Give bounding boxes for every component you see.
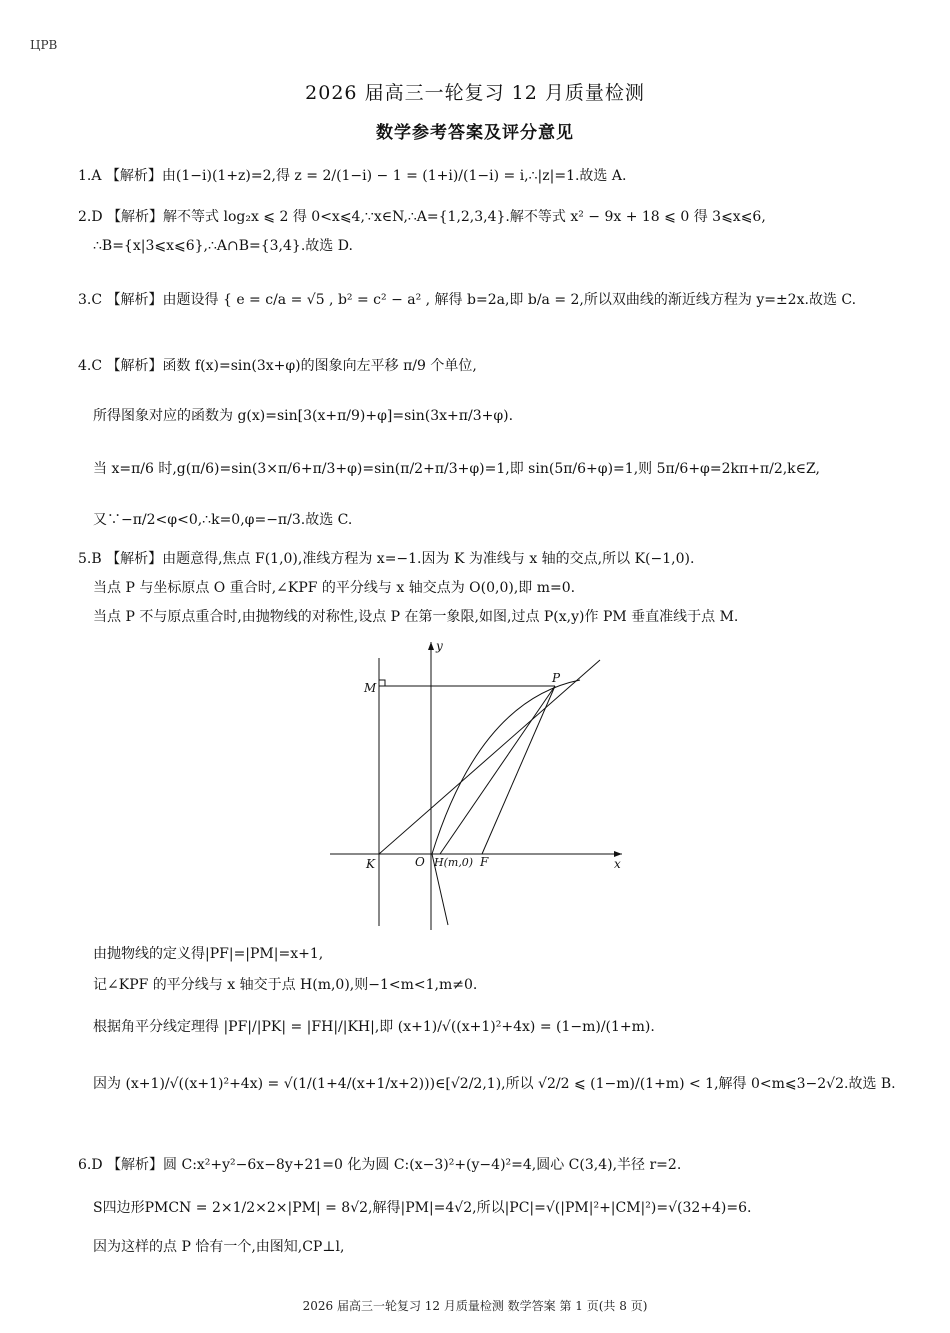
- right-angle-mark: [379, 680, 385, 686]
- label-k: K: [366, 857, 375, 871]
- answer-line-q6b: S四边形PMCN = 2×1/2×2×|PM| = 8√2,解得|PM|=4√2,所以|PC|=√(|PM|²+|CM|²)=√(32+4)=6.: [93, 1200, 752, 1216]
- answer-line-q4c: 当 x=π/6 时,g(π/6)=sin(3×π/6+π/3+φ)=sin(π/2+π/3+φ)=1,即 sin(5π/6+φ)=1,则 5π/6+φ=2kπ+π/2,k∈Z,: [93, 461, 820, 477]
- answer-line-q4a: 4.C 【解析】函数 f(x)=sin(3x+φ)的图象向左平移 π/9 个单位,: [78, 358, 477, 374]
- answer-line-q5d: 由抛物线的定义得|PF|=|PM|=x+1,: [93, 946, 324, 962]
- answer-line-q1: 1.A 【解析】由(1−i)(1+z)=2,得 z = 2/(1−i) − 1 = (1+i)/(1−i) = i,∴|z|=1.故选 A.: [78, 168, 627, 184]
- label-x: x: [614, 857, 621, 871]
- label-o: O: [415, 855, 425, 869]
- page-footer: 2026 届高三一轮复习 12 月质量检测 数学答案 第 1 页(共 8 页): [302, 1299, 648, 1313]
- answer-line-q4b: 所得图象对应的函数为 g(x)=sin[3(x+π/9)+φ]=sin(3x+π/3+φ).: [93, 408, 514, 424]
- answer-line-q6a: 6.D 【解析】圆 C:x²+y²−6x−8y+21=0 化为圆 C:(x−3)²+(y−4)²=4,圆心 C(3,4),半径 r=2.: [78, 1157, 682, 1173]
- answer-line-q5b: 当点 P 与坐标原点 O 重合时,∠KPF 的平分线与 x 轴交点为 O(0,0),即 m=0.: [93, 580, 576, 596]
- label-y: y: [436, 640, 443, 653]
- page-title: 2026 届高三一轮复习 12 月质量检测: [305, 82, 645, 104]
- corner-mark: ЦРВ: [30, 38, 58, 52]
- line-kp: [379, 660, 600, 854]
- label-m: M: [364, 681, 377, 695]
- answer-line-q5f: 根据角平分线定理得 |PF|/|PK| = |FH|/|KH|,即 (x+1)/√((x+1)²+4x) = (1−m)/(1+m).: [93, 1019, 655, 1035]
- answer-line-q2a: 2.D 【解析】解不等式 log₂x ⩽ 2 得 0<x⩽4,∵x∈N,∴A={1,2,3,4}.解不等式 x² − 9x + 18 ⩽ 0 得 3⩽x⩽6,: [78, 209, 766, 225]
- label-p: P: [552, 671, 561, 685]
- answer-line-q5a: 5.B 【解析】由题意得,焦点 F(1,0),准线方程为 x=−1.因为 K 为准线与 x 轴的交点,所以 K(−1,0).: [78, 551, 695, 567]
- page-subtitle: 数学参考答案及评分意见: [376, 123, 574, 143]
- segment-pf: [482, 686, 555, 854]
- answer-line-q4d: 又∵−π/2<φ<0,∴k=0,φ=−π/3.故选 C.: [93, 512, 353, 528]
- answer-line-q6c: 因为这样的点 P 恰有一个,由图知,CP⊥l,: [93, 1239, 345, 1255]
- answer-line-q5c: 当点 P 不与原点重合时,由抛物线的对称性,设点 P 在第一象限,如图,过点 P(x,y)作 PM 垂直准线于点 M.: [93, 609, 739, 625]
- answer-line-q5e: 记∠KPF 的平分线与 x 轴交于点 H(m,0),则−1<m<1,m≠0.: [93, 977, 478, 993]
- label-h: H(m,0): [434, 856, 474, 869]
- segment-ph: [440, 686, 555, 854]
- parabola-curve: [432, 680, 580, 925]
- answer-line-q5g: 因为 (x+1)/√((x+1)²+4x) = √(1/(1+4/(x+1/x+2)))∈[√2/2,1),所以 √2/2 ⩽ (1−m)/(1+m) < 1,解得 0<m⩽3−2√2.故选 B.: [93, 1076, 896, 1092]
- answer-line-q3: 3.C 【解析】由题设得 { e = c/a = √5 , b² = c² − a² , 解得 b=2a,即 b/a = 2,所以双曲线的渐近线方程为 y=±2x.故选 C.: [78, 292, 857, 308]
- y-axis-arrow: [428, 642, 434, 650]
- answer-line-q2b: ∴B={x|3⩽x⩽6},∴A∩B={3,4}.故选 D.: [93, 238, 353, 254]
- parabola-figure: [330, 640, 630, 930]
- label-f: F: [480, 855, 489, 869]
